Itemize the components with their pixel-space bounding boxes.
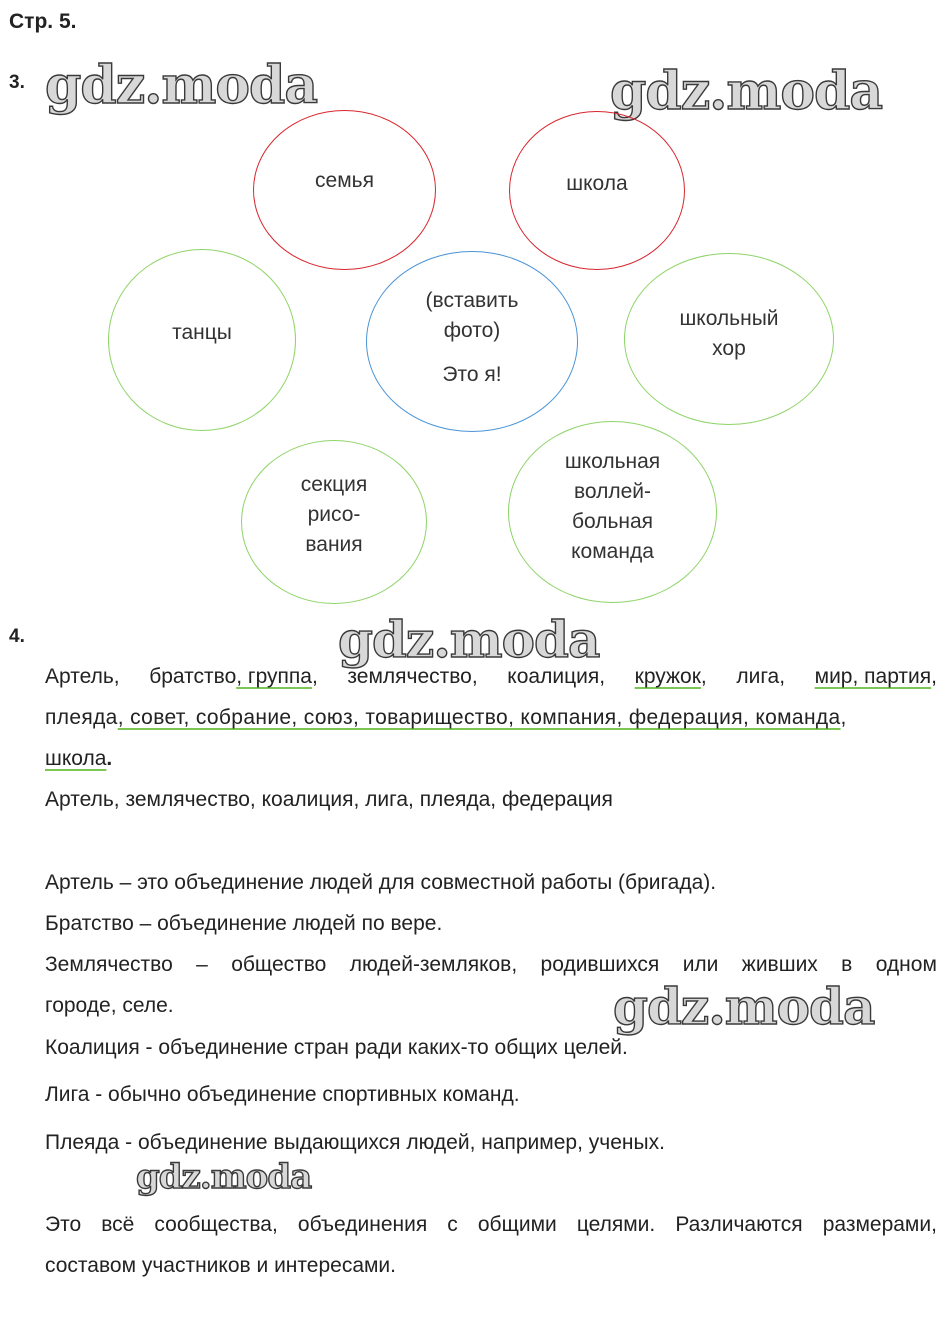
- word: коалиция,: [507, 665, 606, 688]
- word-list-line-3: школа.: [45, 747, 113, 770]
- underlined-word: школа: [45, 747, 107, 770]
- underlined-word: мир, партия: [814, 665, 932, 688]
- word: землячество,: [347, 665, 478, 688]
- definition-zemlyachestvo: Землячество – общество людей-земляков, родившихся или живших в одном: [45, 953, 937, 976]
- underlined-word: , совет, собрание, союз, товарищество, компания, федерация, команда: [117, 706, 841, 729]
- circle-photo: [366, 251, 578, 432]
- definition-bratstvo: Братство – объединение людей по вере.: [45, 912, 443, 935]
- word: лига,: [736, 665, 786, 688]
- circle-label: школьная воллей- больная команда: [564, 450, 661, 563]
- definition-pleyada: Плеяда - объединение выдающихся людей, например, ученых.: [45, 1131, 665, 1154]
- definition-artel: Артель – это объединение людей для совместной работы (бригада).: [45, 871, 717, 894]
- circle-label: (вставить фото): [425, 288, 519, 342]
- definition-zemlyachestvo-cont: городе, селе.: [45, 994, 174, 1017]
- watermark: gdz.moda: [45, 55, 318, 116]
- circle-volleyball: [508, 421, 717, 603]
- circle-label: танцы: [172, 321, 232, 344]
- task-3-number: 3.: [9, 72, 25, 93]
- circle-family: [253, 110, 436, 270]
- watermark: gdz.moda: [338, 610, 600, 669]
- word: Артель,: [45, 665, 120, 688]
- circle-drawing: [241, 440, 427, 604]
- definition-liga: Лига - обычно объединение спортивных команд.: [45, 1083, 520, 1106]
- circle-label: школа: [566, 171, 628, 195]
- watermark: gdz.moda: [613, 977, 875, 1036]
- conclusion-line-1: Это всё сообщества, объединения с общими целями. Различаются размерами,: [45, 1213, 937, 1236]
- circle-note: Это я!: [442, 362, 502, 386]
- word: мир, партия,: [814, 665, 937, 688]
- circle-school: [509, 111, 685, 270]
- circle-label: секция рисо- вания: [300, 473, 368, 556]
- selected-words: Артель, землячество, коалиция, лига, плеяда, федерация: [45, 788, 613, 811]
- word-list-line-1: [45, 664, 937, 690]
- definition-koalitsiya: Коалиция - объединение стран ради каких-то общих целей.: [45, 1036, 628, 1059]
- conclusion-line-2: составом участников и интересами.: [45, 1254, 397, 1277]
- page-header: Стр. 5.: [9, 10, 77, 33]
- watermark: gdz.moda: [610, 61, 883, 122]
- underlined-word: кружок: [634, 665, 701, 688]
- circle-label: школьный хор: [679, 307, 779, 360]
- circle-choir: [624, 253, 834, 425]
- circle-label: семья: [315, 169, 374, 192]
- word-list-line-2: плеяда, совет, собрание, союз, товарищество, компания, федерация, команда,: [45, 706, 847, 729]
- word: кружок,: [634, 665, 707, 688]
- watermark: gdz.moda: [136, 1157, 312, 1197]
- task-4-number: 4.: [9, 626, 25, 647]
- circle-dance: [108, 249, 296, 431]
- word: братство, группа,: [149, 665, 318, 688]
- underlined-word: , группа: [236, 665, 312, 688]
